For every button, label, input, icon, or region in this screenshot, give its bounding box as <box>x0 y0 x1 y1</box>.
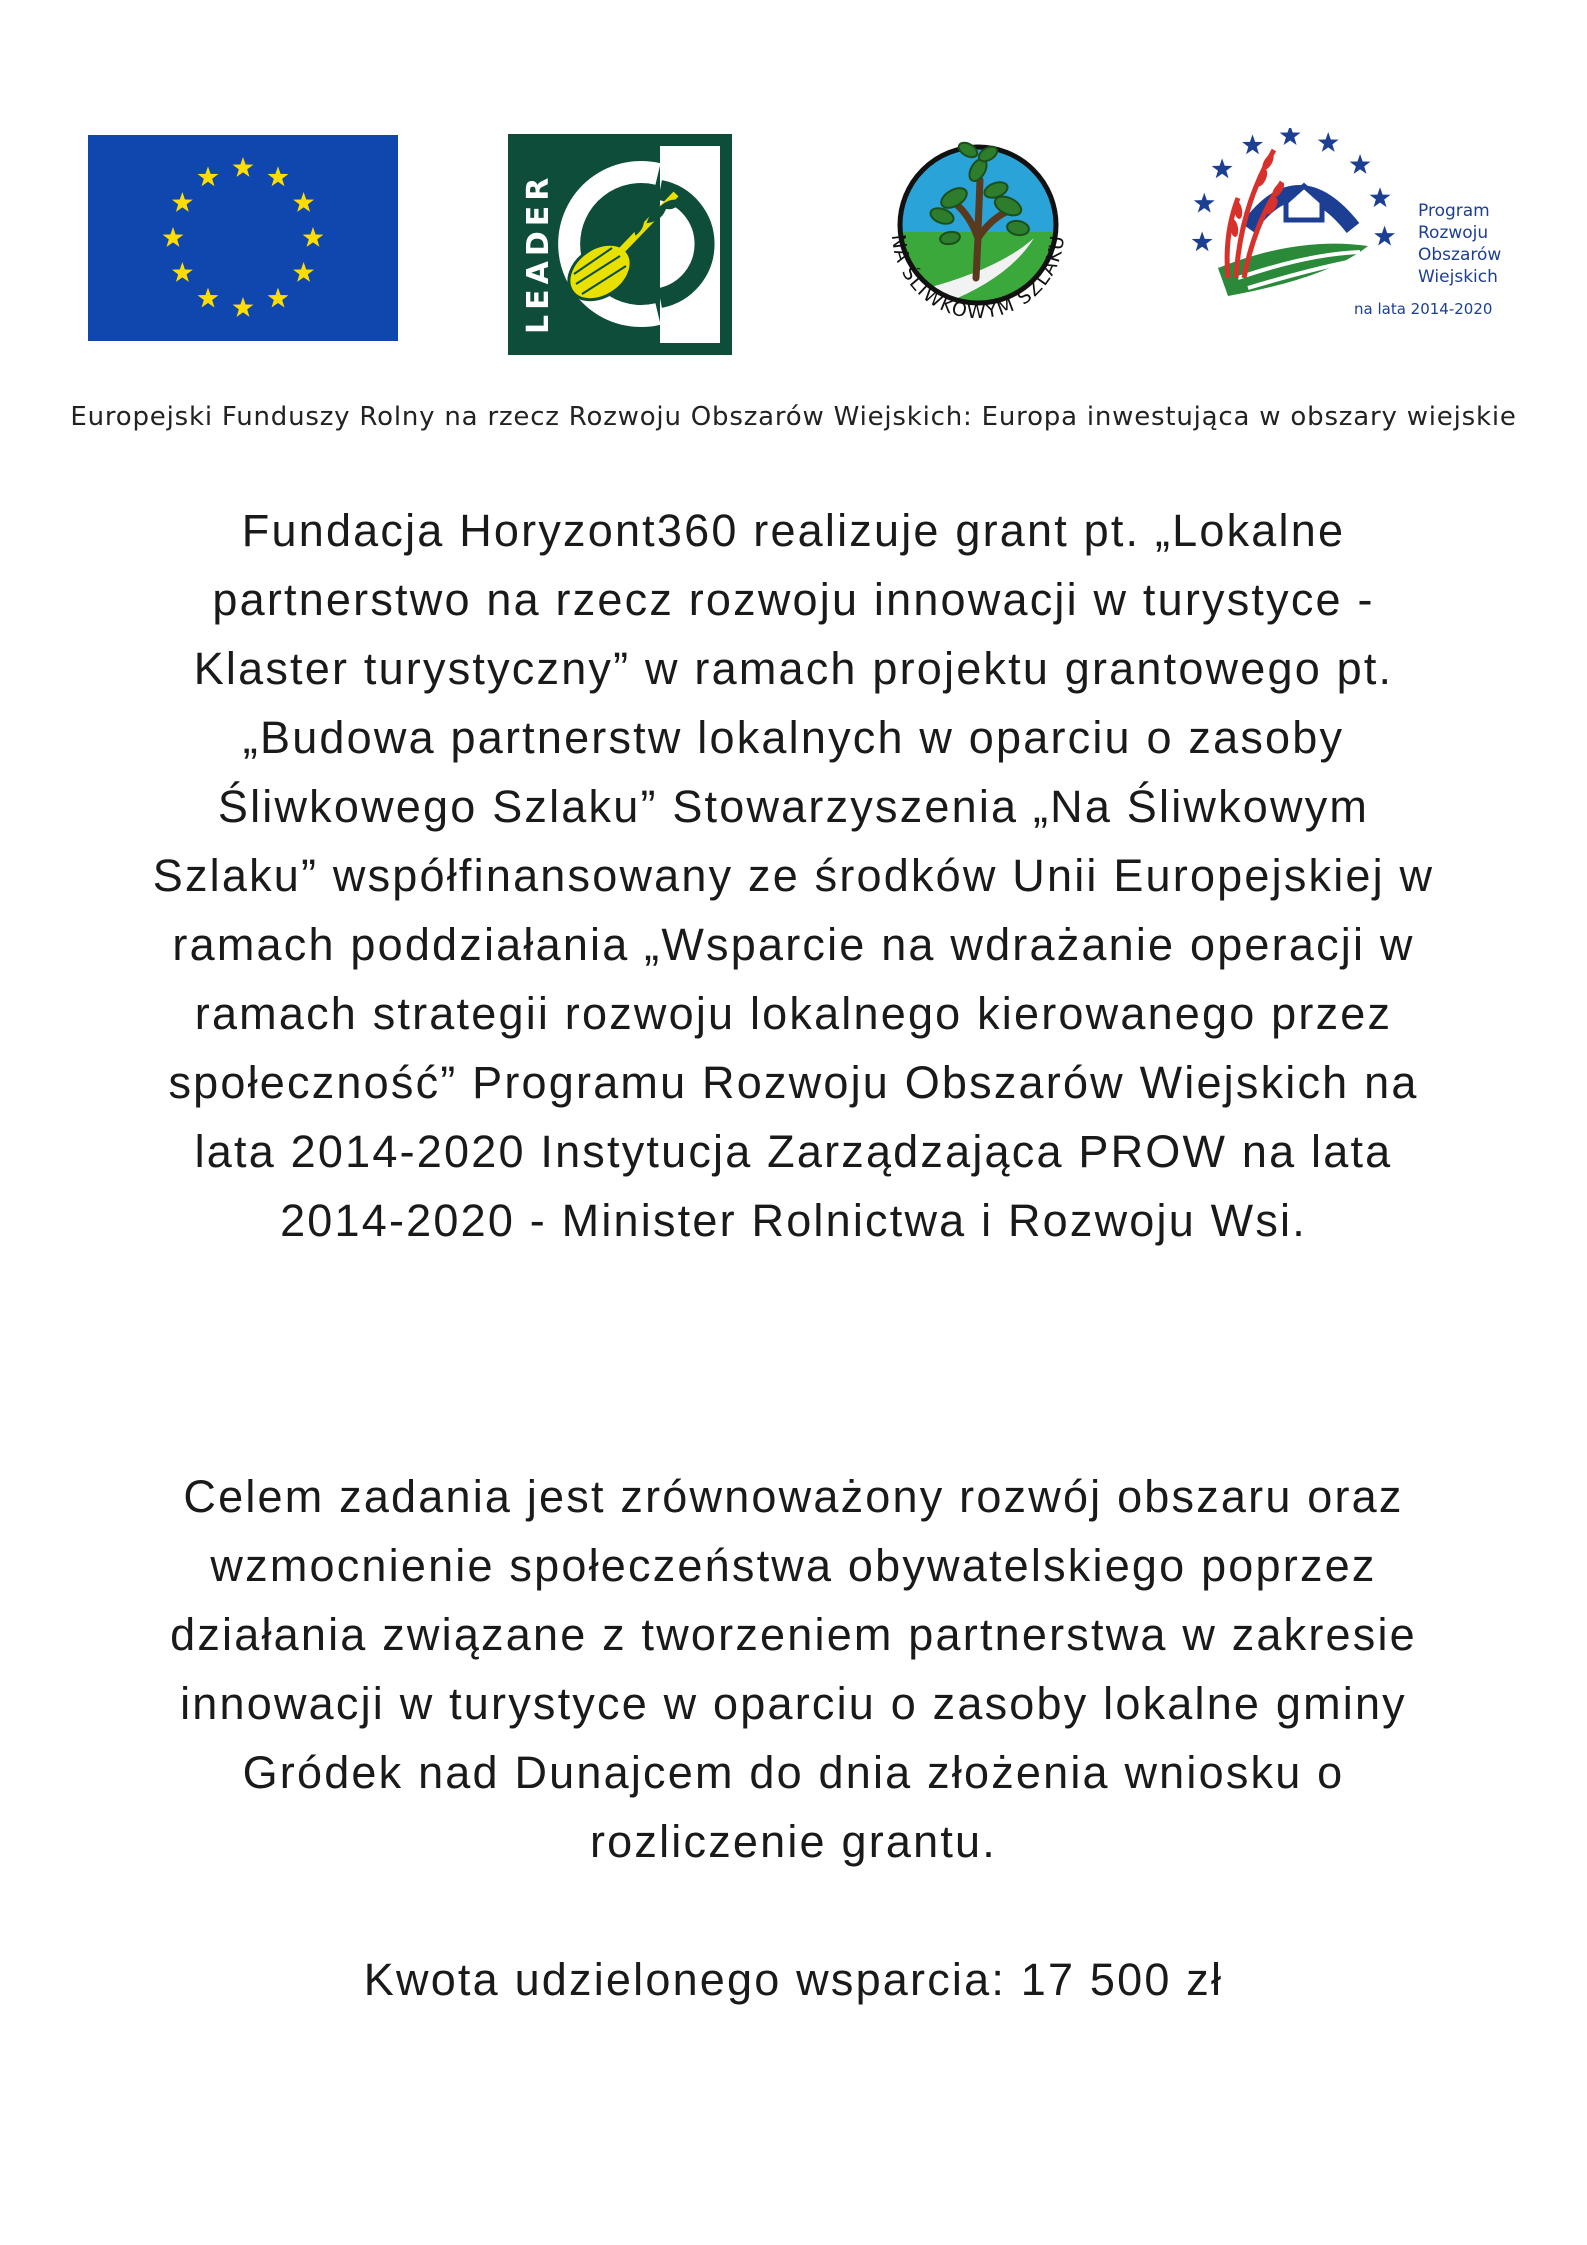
prow-line-3: Obszarów <box>1418 245 1502 265</box>
prow-star-icon <box>1318 132 1339 152</box>
prow-years: na lata 2014-2020 <box>1354 300 1493 318</box>
prow-star-icon <box>1280 128 1301 145</box>
prow-star-icon <box>1192 231 1213 251</box>
prow-star-icon <box>1212 158 1233 178</box>
prow-logo <box>1178 128 1508 343</box>
goal-line: działania związane z tworzeniem partnerstwa w zakresie <box>170 1609 1417 1660</box>
na-sliwkowym-szlaku-logo <box>858 120 1098 360</box>
support-amount: Kwota udzielonego wsparcia: 17 500 zł <box>363 1954 1224 2005</box>
grant-line: ramach poddziałania „Wsparcie na wdrażanie operacji w <box>172 919 1415 970</box>
eu-flag-logo <box>88 135 398 341</box>
task-goal <box>70 1462 1517 1876</box>
grant-line: 2014-2020 - Minister Rolnictwa i Rozwoju Wsi. <box>280 1195 1307 1246</box>
prow-star-icon <box>1194 193 1215 213</box>
grant-line: lata 2014-2020 Instytucja Zarządzająca PROW na lata <box>194 1126 1393 1177</box>
grant-line: społeczność” Programu Rozwoju Obszarów Wiejskich na <box>168 1057 1419 1108</box>
prow-star-icon <box>1242 134 1263 154</box>
grant-line: Śliwkowego Szlaku” Stowarzyszenia „Na Śliwkowym <box>217 781 1370 832</box>
prow-line-1: Program <box>1418 201 1490 221</box>
funding-statement: Europejski Funduszy Rolny na rzecz Rozwoju Obszarów Wiejskich: Europa inwestująca w obszary wiejskie <box>70 402 1517 432</box>
prow-star-icon <box>1374 226 1395 246</box>
leader-logo <box>508 134 732 355</box>
grant-line: Klaster turystyczny” w ramach projektu grantowego pt. <box>193 643 1394 694</box>
grant-line: partnerstwo na rzecz rozwoju innowacji w turystyce - <box>212 574 1375 625</box>
goal-line: rozliczenie grantu. <box>590 1816 997 1867</box>
prow-line-4: Wiejskich <box>1418 267 1498 287</box>
grant-line: Fundacja Horyzont360 realizuje grant pt. „Lokalne <box>241 505 1346 556</box>
goal-line: innowacji w turystyce w oparciu o zasoby lokalne gminy <box>180 1678 1407 1729</box>
grant-line: Szlaku” współfinansowany ze środków Unii Europejskiej w <box>152 850 1435 901</box>
grant-line: „Budowa partnerstw lokalnych w oparciu o zasoby <box>242 712 1345 763</box>
goal-line: Gródek nad Dunajcem do dnia złożenia wniosku o <box>242 1747 1345 1798</box>
leader-text: LEADER <box>521 172 556 334</box>
prow-line-2: Rozwoju <box>1418 223 1489 243</box>
prow-star-icon <box>1370 187 1391 207</box>
grant-line: ramach strategii rozwoju lokalnego kierowanego przez <box>194 988 1393 1039</box>
prow-text <box>1418 201 1501 287</box>
goal-line: wzmocnienie społeczeństwa obywatelskiego poprzez <box>210 1540 1377 1591</box>
prow-star-icon <box>1350 154 1371 174</box>
grant-description <box>70 496 1517 1255</box>
sliwkowy-arc-text: NA ŚLIWKOWYM SZLAKU <box>886 233 1070 324</box>
goal-line: Celem zadania jest zrównoważony rozwój obszaru oraz <box>183 1471 1404 1522</box>
